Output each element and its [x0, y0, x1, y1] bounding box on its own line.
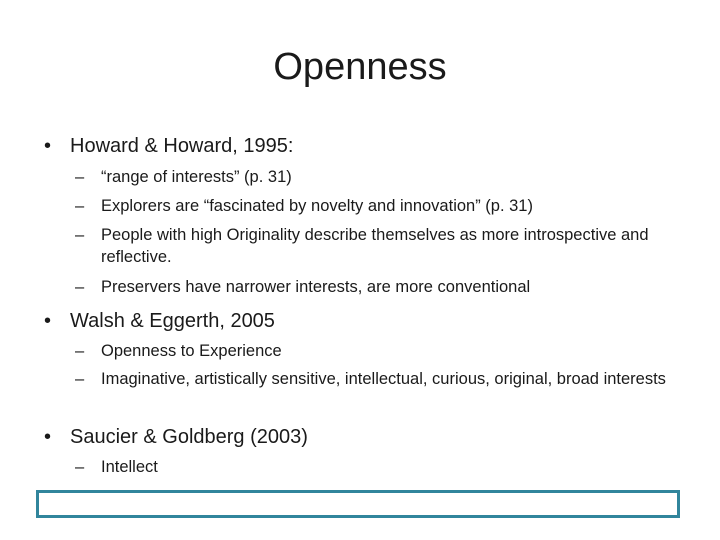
bullet-text: Saucier & Goldberg (2003) [70, 426, 308, 448]
sub-item-text: Imaginative, artistically sensitive, intellectual, curious, original, broad interests [101, 370, 666, 388]
dash-icon: – [75, 278, 85, 296]
dash-icon: – [75, 458, 85, 476]
sub-item-text: Preservers have narrower interests, are more conventional [101, 278, 531, 296]
bullet-text: Walsh & Eggerth, 2005 [70, 310, 275, 332]
sub-item-text: “range of interests” (p. 31) [101, 168, 292, 186]
bullet-icon: • [44, 426, 52, 448]
dash-icon: – [75, 197, 85, 215]
bullet-icon: • [44, 135, 52, 157]
dash-icon: – [75, 168, 85, 186]
dash-icon: – [75, 226, 85, 244]
dash-icon: – [75, 370, 85, 388]
sub-item-text: Openness to Experience [101, 342, 282, 360]
sub-item-text: Intellect [101, 458, 158, 476]
sub-item-text: People with high Originality describe themselves as more introspective and reflective. [101, 226, 649, 266]
slide-title: Openness [273, 46, 447, 88]
dash-icon: – [75, 342, 85, 360]
bullet-icon: • [44, 310, 52, 332]
sub-item-text: Explorers are “fascinated by novelty and innovation” (p. 31) [101, 197, 533, 215]
bullet-text: Howard & Howard, 1995: [70, 135, 294, 157]
footer-box [36, 490, 680, 518]
